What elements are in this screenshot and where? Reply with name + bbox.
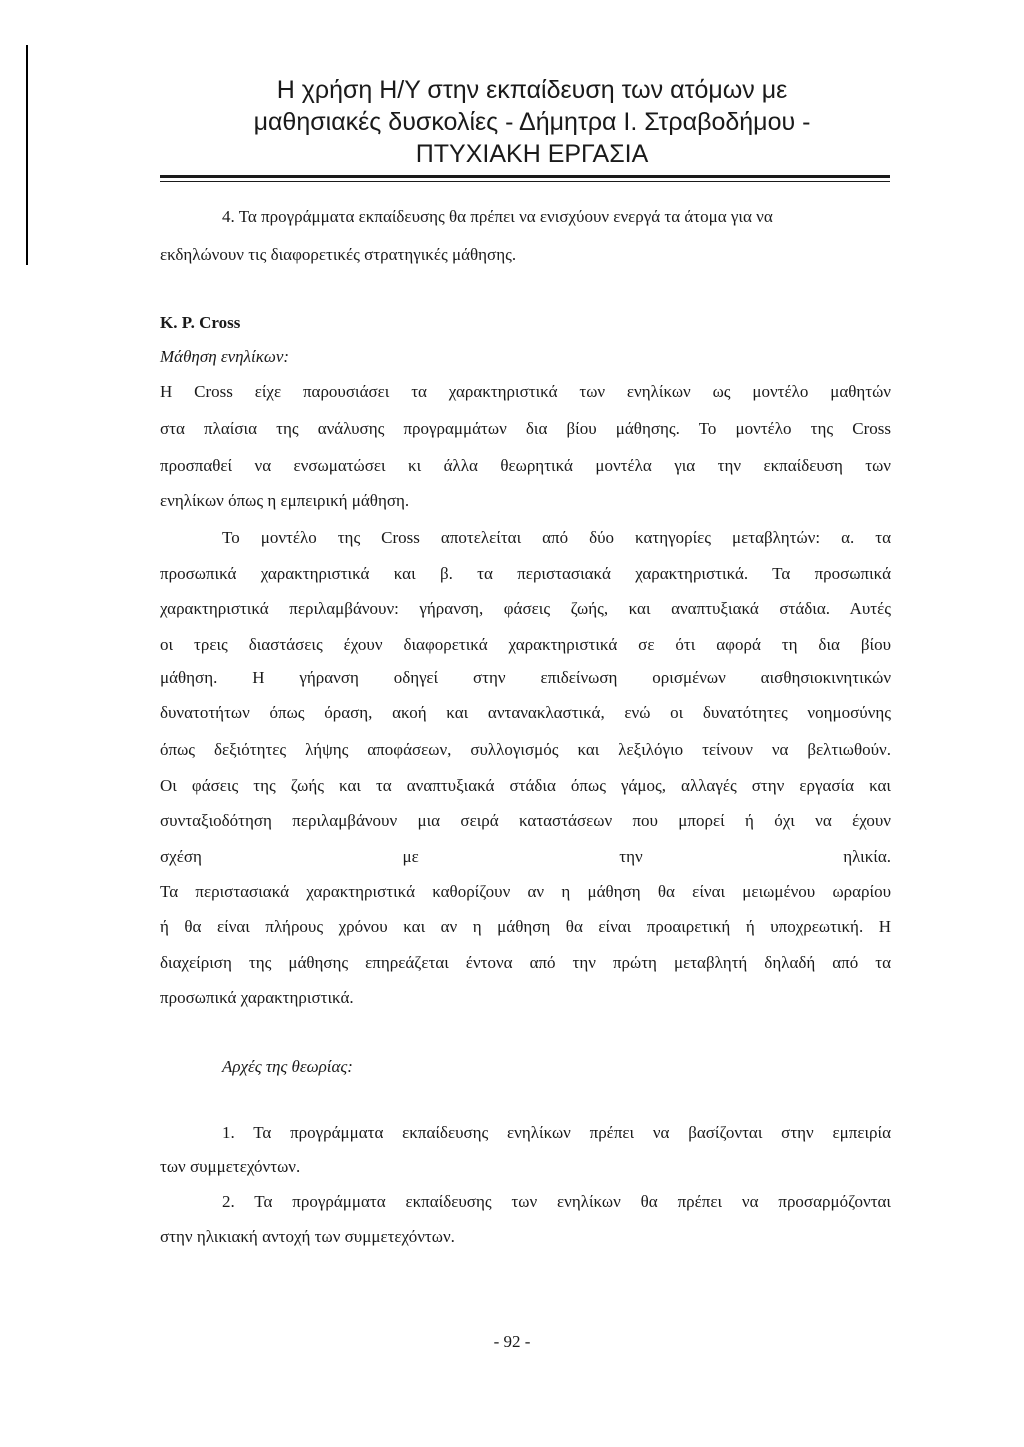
subheading: Μάθηση ενηλίκων:	[160, 347, 290, 366]
body-line: Η Cross είχε παρουσιάσει τα χαρακτηριστικά των ενηλίκων ως μοντέλο μαθητών	[160, 382, 891, 401]
body-line: ή θα είναι πλήρους χρόνου και αν η μάθηση θα είναι προαιρετική ή υποχρεωτική. Η	[160, 917, 891, 936]
body-line: οι τρεις διαστάσεις έχουν διαφορετικά χαρακτηριστικά σε ότι αφορά τη δια βίου	[160, 635, 891, 654]
body-line: ενηλίκων όπως η εμπειρική μάθηση.	[160, 491, 410, 510]
header-line: μαθησιακές δυσκολίες - Δήμητρα Ι. Στραβοδήμου -	[253, 108, 811, 136]
body-line: εκδηλώνουν τις διαφορετικές στρατηγικές μάθησης.	[160, 245, 517, 264]
list-item-4: 4. Τα προγράμματα εκπαίδευσης θα πρέπει να ενισχύουν ενεργά τα άτομα για να	[222, 207, 773, 226]
body-line: όπως δεξιότητες λήψης αποφάσεων, συλλογισμός και λεξιλόγιο τείνουν να βελτιωθούν.	[160, 740, 891, 759]
page-number: - 92 -	[493, 1332, 531, 1351]
page-header	[160, 74, 904, 170]
body-line: των συμμετεχόντων.	[160, 1157, 301, 1176]
header-rule	[160, 175, 890, 178]
body-line: Οι φάσεις της ζωής και τα αναπτυξιακά στάδια όπως γάμος, αλλαγές στην εργασία και	[160, 776, 891, 795]
body-line: προσπαθεί να ενσωματώσει κι άλλα θεωρητικά μοντέλα για την εκπαίδευση των	[160, 456, 891, 475]
header-line: ΠΤΥΧΙΑΚΗ ΕΡΓΑΣΙΑ	[415, 140, 649, 168]
list-item-1: 1. Τα προγράμματα εκπαίδευσης ενηλίκων πρέπει να βασίζονται στην εμπειρία	[222, 1123, 891, 1142]
body-line: μάθηση. Η γήρανση οδηγεί στην επιδείνωση ορισμένων αισθησιοκινητικών	[160, 668, 891, 687]
body-line: στα πλαίσια της ανάλυσης προγραμμάτων δια βίου μάθησης. Το μοντέλο της Cross	[160, 419, 891, 438]
subheading: Αρχές της θεωρίας:	[222, 1057, 353, 1076]
body-line: σχέση με την ηλικία.	[160, 847, 891, 866]
body-line: προσωπικά χαρακτηριστικά και β. τα περιστασιακά χαρακτηριστικά. Τα προσωπικά	[160, 564, 891, 583]
list-item-2: 2. Τα προγράμματα εκπαίδευσης των ενηλίκων θα πρέπει να προσαρμόζονται	[222, 1192, 891, 1211]
body-line: χαρακτηριστικά περιλαμβάνουν: γήρανση, φάσεις ζωής, και αναπτυξιακά στάδια. Αυτές	[160, 599, 891, 618]
body-line: διαχείριση της μάθησης επηρεάζεται έντονα από την πρώτη μεταβλητή δηλαδή από τα	[160, 953, 891, 972]
header-rule-thin	[160, 181, 890, 182]
body-line: δυνατοτήτων όπως όραση, ακοή και αντανακλαστικά, ενώ οι δυνατότητες νοημοσύνης	[160, 703, 891, 722]
body-line: Το μοντέλο της Cross αποτελείται από δύο κατηγορίες μεταβλητών: α. τα	[222, 528, 891, 547]
body-line: Τα περιστασιακά χαρακτηριστικά καθορίζουν αν η μάθηση θα είναι μειωμένου ωραρίου	[160, 882, 891, 901]
scan-edge-line	[26, 45, 28, 265]
header-line: Η χρήση Η/Υ στην εκπαίδευση των ατόμων με	[276, 76, 788, 104]
body-line: προσωπικά χαρακτηριστικά.	[160, 988, 354, 1007]
body-line: στην ηλικιακή αντοχή των συμμετεχόντων.	[160, 1227, 455, 1246]
section-heading: Κ. Ρ. Cross	[160, 313, 241, 332]
body-line: συνταξιοδότηση περιλαμβάνουν μια σειρά καταστάσεων που μπορεί ή όχι να έχουν	[160, 811, 891, 830]
